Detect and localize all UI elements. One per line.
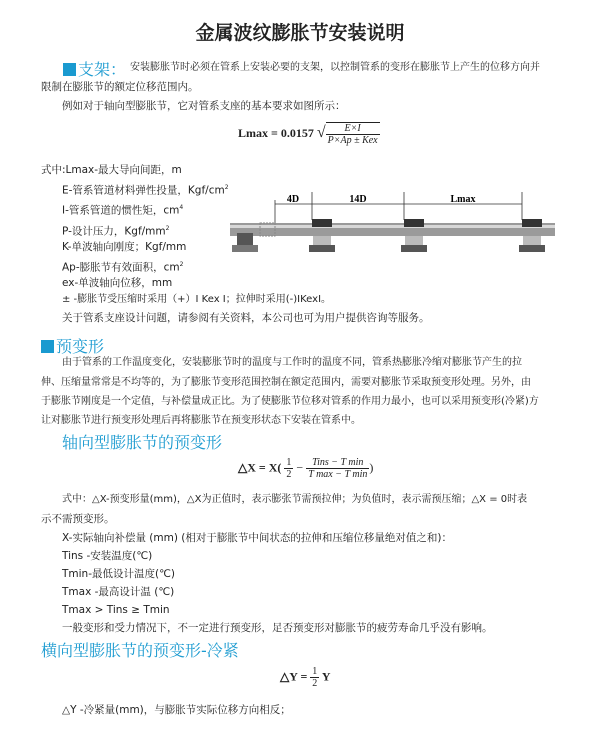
section-heading-support [63,57,126,80]
def-line: 关于管系支座设计问题，请参阅有关资料，本公司也可为用户提供咨询等服务。 [62,312,430,324]
def-line: ± -膨胀节受压缩时采用（+）I Kex I；拉伸时采用(-)IKexI。 [62,294,332,305]
paragraph-line: 于膨胀节刚度是一个定值，与补偿量成正比。为了使膨胀节位移对管系的作用力最小，也可以采用预变形(冷紧)方 [41,396,539,407]
def-line: 式中:Lmax-最大导向间距，m [41,164,182,176]
def-line: X-实际轴向补偿量 (mm) (相对于膨胀节中间状态的拉伸和压缩位移量绝对值之和)： [62,532,452,544]
formula-numerator: E×I [326,123,380,135]
def-line: Tmax > Tins ≥ Tmin [62,604,170,616]
subheading-axial: 轴向型膨胀节的预变形 [62,433,223,452]
bullet-square-icon [41,340,54,353]
formula-lhs: Lmax = 0.0157 [238,125,314,140]
def-line: Ap-膨胀节有效面积，$cm^2$ [62,261,184,274]
formula-denominator: P×Ap ± Kex [327,135,378,146]
subheading-lateral: 横向型膨胀节的预变形-冷紧 [41,641,239,660]
pipe [230,223,555,236]
paragraph-line: 让对膨胀节进行预变形处理后再将膨胀节在预变形状态下安装在管系中。 [41,415,361,426]
formula-delta-x: △X = X( $\frac{1}{2}$ − $\frac{\text{Tins − T min}}{\text{T max − T min}}$ ) [238,457,374,480]
heading-text: 预变形 [56,337,105,356]
page-title: 金属波纹膨胀节安装说明 [195,22,405,44]
bullet-square-icon [63,63,76,76]
heading-text: 支架： [78,60,127,79]
section-heading-predeform [41,334,104,357]
formula-delta-y: △Y = $\frac{1}{2}$ Y [280,666,331,689]
paragraph-line: 由于管系的工作温度变化，安装膨胀节时的温度与工作时的温度不同，管系热膨胀冷缩对膨胀节产生的拉 [62,357,522,368]
def-line: 示不需预变形。 [41,513,115,525]
label-lmax: Lmax [450,194,476,205]
def-line: I-管系管道的惯性矩，$cm^4$ [62,204,184,217]
def-line: Tmax -最高设计温 (℃) [62,586,175,598]
def-line: Tins -安装温度(℃) [62,550,153,562]
support-text: 限制在膨胀节的额定位移范围内。 [41,81,199,93]
label-14d: 14D [349,194,367,205]
def-line: ex-单波轴向位移，mm [62,277,173,289]
def-line: 式中：△X-预变形量(mm)，△X为正值时，表示膨张节需预拉伸；为负值时，表示需预压缩；△X = 0时表 [62,494,528,505]
formula-lmax: Lmax = 0.0157 √ $\frac{E\times I}{\text{P×Ap ± Kex}}$ [238,123,378,146]
def-line: △Y -冷紧量(mm)，与膨胀节实际位移方向相反； [62,704,291,716]
support-spacing-diagram [225,190,565,265]
paragraph-line: 伸、压缩量常常是不均等的，为了膨胀节变形范围控制在额定范围内，需要对膨胀节采取预变形处理。另外，由 [41,377,531,388]
support-text: 例如对于轴向型膨胀节，它对管系支座的基本要求如图所示： [62,100,346,112]
def-line: P-设计压力，Kgf/$mm^2$ [62,225,170,238]
support-text: 安装膨胀节时必须在管系上安装必要的支架，以控制管系的变形在膨胀节上产生的位移方向并 [130,62,540,73]
def-line: 一般变形和受力情况下，不一定进行预变形，足否预变形对膨胀节的疲劳寿命几乎没有影响。 [62,622,493,634]
def-line: Tmin-最低设计温度(℃) [62,568,175,580]
def-line: K-单波轴向刚度；Kgf/mm [62,241,187,253]
label-4d: 4D [286,194,300,205]
def-line: E-管系管道材料弹性投量，Kgf/$cm^2$ [62,184,229,197]
